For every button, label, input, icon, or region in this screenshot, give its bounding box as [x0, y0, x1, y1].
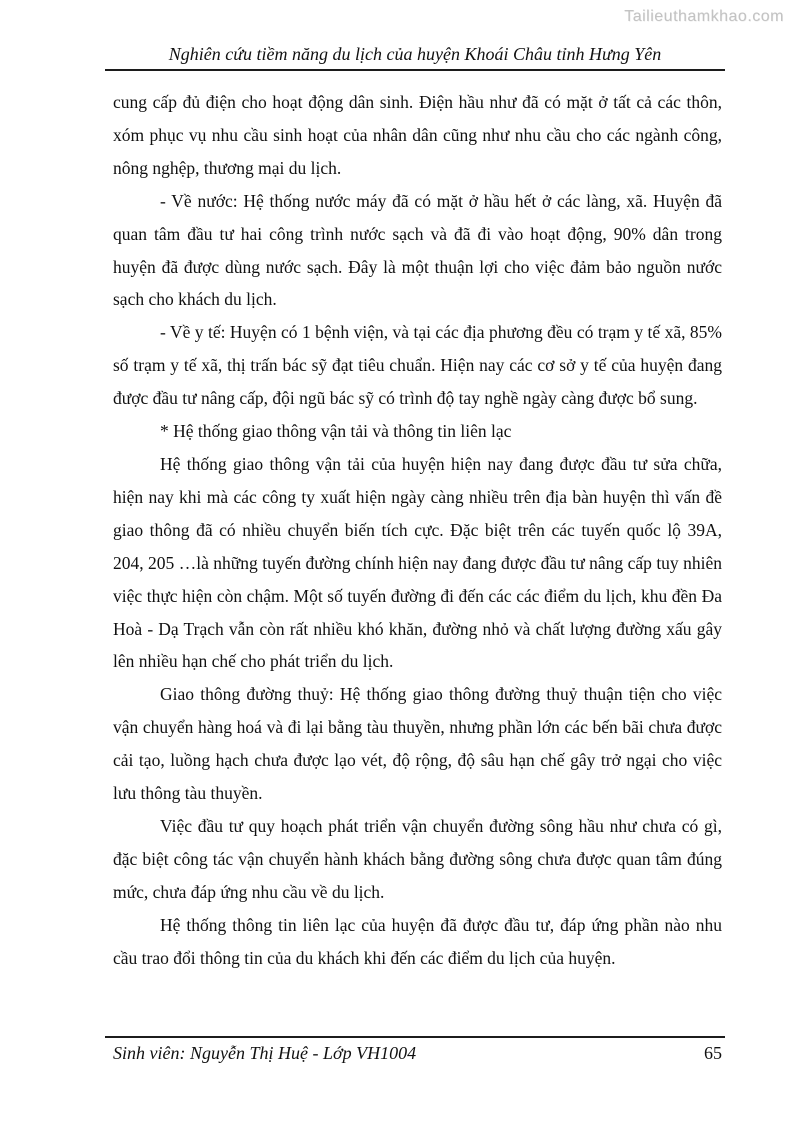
paragraph-water-supply: - Về nước: Hệ thống nước máy đã có mặt ở hầu hết ở các làng, xã. Huyện đã quan tâm đầu tư hai công trình nước sạch và đã đi vào hoạt động, 90% dân trong huyện đã được dùng nước sạch. Đây là một thuận lợi cho việc đảm bảo nguồn nước sạch cho khách du lịch. — [113, 190, 722, 310]
paragraph-healthcare: - Về y tế: Huyện có 1 bệnh viện, và tại các địa phương đều có trạm y tế xã, 85% số trạm y tế xã, thị trấn bác sỹ đạt tiêu chuẩn. Hiện nay các cơ sở y tế của huyện đang được đầu tư nâng cấp, đội ngũ bác sỹ có trình độ tay nghề ngày càng được bổ sung. — [113, 322, 722, 409]
footer-author-line: Sinh viên: Nguyễn Thị Huệ - Lớp VH1004 — [113, 1043, 417, 1063]
paragraph-electricity: cung cấp đủ điện cho hoạt động dân sinh. Điện hầu như đã có mặt ở tất cả các thôn, xóm phục vụ nhu cầu sinh hoạt của nhân dân cũng như nhu cầu cho các ngành công, nông nghệp, thương mại du lịch. — [113, 92, 722, 178]
page-number: 65 — [704, 1043, 722, 1063]
section-heading-transport-communication: * Hệ thống giao thông vận tải và thông tin liên lạc — [160, 421, 512, 442]
paragraph-communication-system: Hệ thống thông tin liên lạc của huyện đã được đầu tư, đáp ứng phần nào nhu cầu trao đổi thông tin của du khách khi đến các điểm du lịch của huyện. — [113, 914, 722, 968]
footer-row — [113, 1038, 722, 1068]
paragraph-road-transport: Hệ thống giao thông vận tải của huyện hiện nay đang được đầu tư sửa chữa, hiện nay khi mà các công ty xuất hiện ngày càng nhiều trên địa bàn huyện thì vấn đề giao thông đã có nhiều chuyển biến tích cực. Đặc biệt trên các tuyến quốc lộ 39A, 204, 205 …là những tuyến đường chính hiện nay đang được đầu tư nâng cấp tuy nhiên việc thực hiện còn chậm. Một số tuyến đường đi đến các các điểm du lịch, khu đền Đa Hoà - Dạ Trạch vẫn còn rất nhiều khó khăn, đường nhỏ và chất lượng đường xấu gây lên nhiều hạn chế cho phát triển du lịch. — [113, 453, 722, 672]
paragraph-river-transport-investment: Việc đầu tư quy hoạch phát triển vận chuyển đường sông hầu như chưa có gì, đặc biệt công tác vận chuyển hành khách bằng đường sông chưa được quan tâm đúng mức, chưa đáp ứng nhu cầu về du lịch. — [113, 815, 722, 902]
watermark-text: Tailieuthamkhao.com — [624, 8, 784, 25]
header-rule — [105, 69, 725, 71]
document-body — [113, 86, 722, 974]
page-header — [105, 42, 725, 71]
page-footer — [105, 1036, 725, 1068]
paragraph-waterway-transport: Giao thông đường thuỷ: Hệ thống giao thông đường thuỷ thuận tiện cho việc vận chuyển hàng hoá và đi lại bằng tàu thuyền, nhưng phần lớn các bến bãi chưa được cải tạo, luồng hạch chưa được lạo vét, độ rộng, độ sâu hạn chế gây trở ngại cho việc lưu thông tàu thuyền. — [113, 684, 722, 804]
running-header-title: Nghiên cứu tiềm năng du lịch của huyện Khoái Châu tỉnh Hưng Yên — [168, 44, 662, 64]
